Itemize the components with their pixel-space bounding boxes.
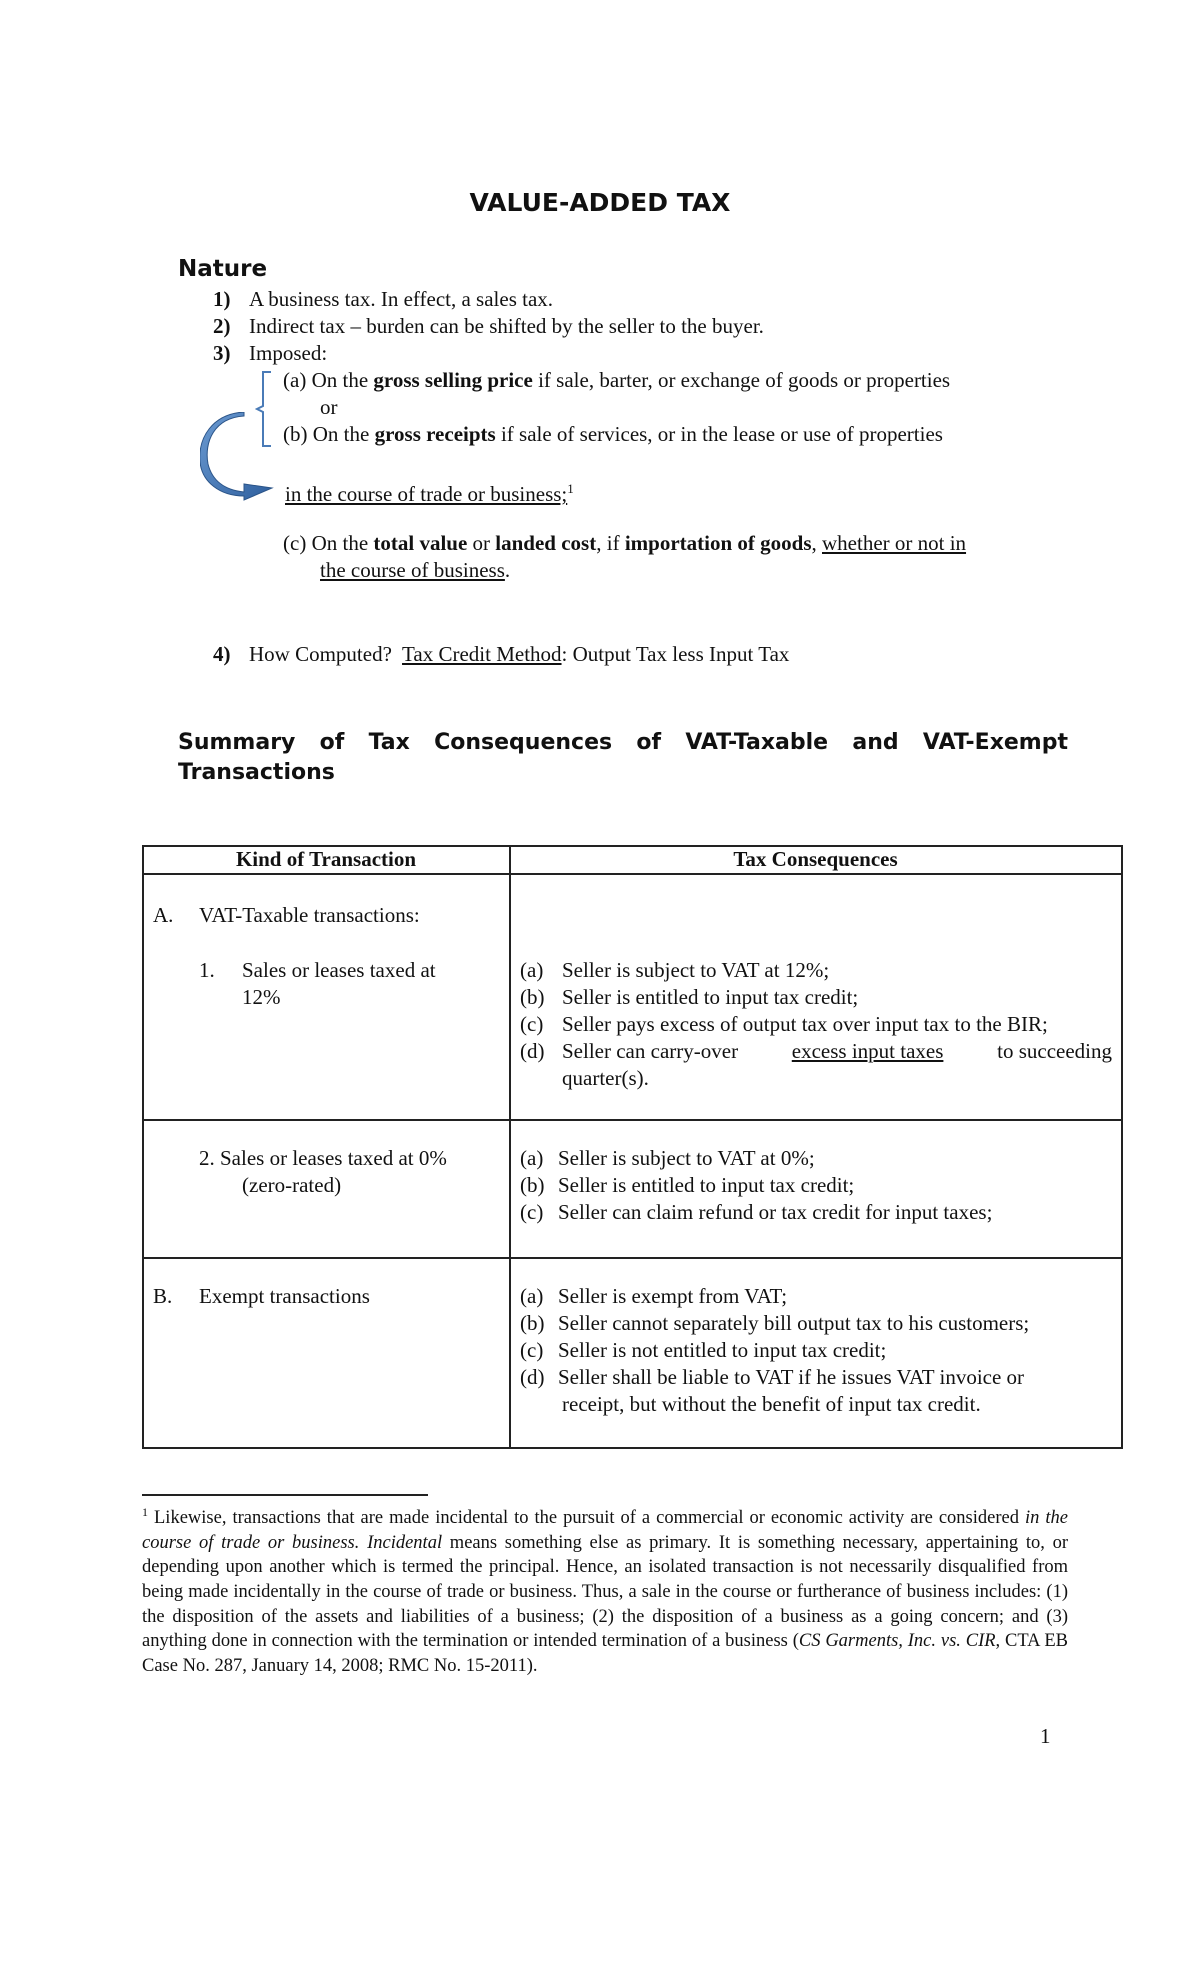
footnote-italic: in the course of trade or business. — [142, 1508, 1068, 1553]
item-text: A business tax. In effect, a sales tax. — [249, 287, 554, 311]
list-item-continuation: quarter(s). — [562, 1066, 649, 1090]
imposed-b — [283, 421, 943, 448]
imposed-c-line2 — [320, 557, 510, 584]
item-text: Indirect tax – burden can be shifted by the seller to the buyer. — [249, 314, 764, 338]
table-border-bottom — [142, 1447, 1122, 1449]
heading-word: of — [636, 730, 662, 755]
table-column-divider — [509, 845, 511, 1449]
nature-item-2 — [213, 313, 764, 340]
item-prefix: (a) — [520, 1284, 544, 1308]
table-row-divider — [142, 1257, 1122, 1259]
list-item — [520, 1199, 1112, 1226]
item-prefix: (d) — [520, 1365, 545, 1389]
item-text: . — [504, 558, 511, 582]
underlined-text: the course of business — [320, 558, 505, 582]
table-border-left — [142, 845, 144, 1449]
item-text: Seller is entitled to input tax credit; — [558, 1173, 855, 1197]
footnote-marker: 1 — [142, 1505, 148, 1519]
item-prefix: (a) — [520, 958, 544, 982]
item-prefix: (b) — [283, 422, 308, 446]
heading-word: Consequences — [434, 730, 613, 755]
item-text: On the — [311, 531, 369, 555]
item-text: Seller is subject to VAT at 0%; — [558, 1146, 815, 1170]
item-text: Seller is exempt from VAT; — [558, 1284, 788, 1308]
item-text: On the — [312, 422, 370, 446]
list-item-continuation: receipt, but without the benefit of input tax credit. — [562, 1392, 981, 1416]
imposed-or: or — [320, 395, 338, 419]
item-number: 4) — [213, 642, 231, 666]
item-text: Seller can carry-over — [562, 1039, 739, 1063]
row2-kind-line2: (zero-rated) — [242, 1173, 342, 1197]
item-number: 1) — [213, 287, 231, 311]
footnote — [142, 1500, 1068, 1678]
item-text: to succeeding — [997, 1039, 1112, 1063]
item-prefix: (a) — [520, 1146, 544, 1170]
footnote-text: means something else as primary. It is something necessary, appertaining to, or depending upon another which is termed the principal. Hence, an isolated transaction is not necessarily disqualified from being made incidentally in the course of trade or business. Thus, a sale in the course or furtherance of business includes: (1) the disposition of the assets and liabilities of a business; (2) the disposition of a business as a going concern; and (3) anything done in connection with the termination or intended termination of a business ( — [142, 1532, 1068, 1652]
imposed-course — [285, 475, 574, 508]
list-item — [520, 1038, 1112, 1065]
section-a-label: A. — [153, 903, 174, 927]
row3-consequences — [520, 1283, 1120, 1418]
item-prefix: (b) — [520, 985, 545, 1009]
table-header-kind: Kind of Transaction — [235, 847, 417, 871]
item-text: Seller is entitled to input tax credit; — [562, 985, 859, 1009]
row2-kind-line1: 2. Sales or leases taxed at 0% — [199, 1146, 447, 1170]
imposed-a — [283, 367, 950, 394]
underlined-text: Tax Credit Method — [402, 642, 562, 666]
table-row-divider — [142, 1119, 1122, 1121]
heading-word: VAT-Taxable — [685, 730, 829, 755]
imposed-c — [283, 530, 966, 557]
nature-heading: Nature — [178, 256, 268, 282]
heading-word: of — [319, 730, 345, 755]
curved-arrow-icon — [200, 412, 280, 502]
item-text: : Output Tax less Input Tax — [561, 642, 790, 666]
nature-item-1 — [213, 286, 553, 313]
footnote-italic: CS Garments, Inc. vs. CIR — [798, 1631, 996, 1652]
item-text: or — [472, 531, 491, 555]
footnote-text: , CTA EB Case No. 287, January 14, 2008; RMC No. 15-2011). — [142, 1631, 1068, 1676]
footnote-italic: Incidental — [367, 1532, 443, 1553]
list-item — [520, 1283, 1120, 1310]
item-prefix: (a) — [283, 368, 307, 392]
item-prefix: (d) — [520, 1039, 545, 1063]
list-item — [520, 984, 1112, 1011]
item-number: 3) — [213, 341, 231, 365]
footnote-text — [359, 1533, 367, 1553]
item-prefix: (c) — [520, 1338, 544, 1362]
summary-heading-line2: Transactions — [178, 760, 335, 785]
section-b-label: B. — [153, 1284, 173, 1308]
item-text: Seller pays excess of output tax over input tax to the BIR; — [562, 1012, 1048, 1036]
list-item — [520, 1145, 1112, 1172]
item-prefix: (b) — [520, 1311, 545, 1335]
page-number: 1 — [1040, 1724, 1051, 1748]
summary-heading — [178, 730, 1068, 755]
page-title: VALUE-ADDED TAX — [469, 188, 731, 217]
nature-item-4 — [213, 641, 789, 668]
list-item — [520, 1172, 1112, 1199]
item-text: Seller is subject to VAT at 12%; — [562, 958, 830, 982]
item-text: Seller can claim refund or tax credit for input taxes; — [558, 1200, 993, 1224]
underlined-text: whether or not in — [822, 531, 967, 555]
row3-kind: Exempt transactions — [199, 1284, 370, 1308]
item-text: Seller shall be liable to VAT if he issues VAT invoice or — [558, 1365, 1025, 1389]
item-text: Seller cannot separately bill output tax to his customers; — [558, 1311, 1030, 1335]
item-prefix: (b) — [520, 1173, 545, 1197]
nature-item-3 — [213, 340, 327, 367]
underlined-text: excess input taxes — [791, 1039, 944, 1063]
item-text: On the — [311, 368, 369, 392]
list-item — [520, 1011, 1112, 1038]
item-text: , — [811, 531, 817, 555]
bold-term: gross selling price — [373, 368, 533, 392]
item-text: if sale, barter, or exchange of goods or properties — [538, 368, 951, 392]
footnote-reference: 1 — [567, 481, 574, 496]
item-text: How Computed? — [249, 642, 392, 666]
item-prefix: (c) — [283, 531, 307, 555]
row1-kind-line2: 12% — [242, 985, 281, 1009]
item-prefix: (c) — [520, 1012, 544, 1036]
list-item — [520, 1337, 1120, 1364]
heading-word: and — [852, 730, 899, 755]
table-border-right — [1121, 845, 1123, 1449]
row1-number: 1. — [199, 958, 215, 982]
row1-consequences — [520, 957, 1112, 1092]
heading-word: VAT-Exempt — [922, 730, 1068, 755]
item-text: Imposed: — [249, 341, 328, 365]
bold-term: landed cost — [495, 531, 597, 555]
heading-word: Tax — [368, 730, 410, 755]
table-header-consequences: Tax Consequences — [733, 847, 898, 871]
list-item — [520, 1364, 1120, 1391]
list-item — [520, 1310, 1120, 1337]
item-prefix: (c) — [520, 1200, 544, 1224]
row1-kind-line1: Sales or leases taxed at — [242, 958, 436, 982]
item-text: Seller is not entitled to input tax credit; — [558, 1338, 887, 1362]
bold-term: total value — [373, 531, 468, 555]
item-text: , if — [596, 531, 620, 555]
bold-term: importation of goods — [624, 531, 812, 555]
section-a-text: VAT-Taxable transactions: — [199, 903, 420, 927]
item-text: if sale of services, or in the lease or use of properties — [500, 422, 943, 446]
footnote-text: Likewise, transactions that are made incidental to the pursuit of a commercial or economic activity are considered — [148, 1508, 1025, 1529]
item-number: 2) — [213, 314, 231, 338]
bold-term: gross receipts — [374, 422, 496, 446]
table-header-divider — [142, 873, 1122, 875]
underlined-text: in the course of trade or business; — [285, 482, 568, 506]
row2-consequences — [520, 1145, 1112, 1226]
footnote-separator — [142, 1494, 428, 1496]
list-item — [520, 957, 1112, 984]
heading-word: Summary — [178, 730, 296, 755]
